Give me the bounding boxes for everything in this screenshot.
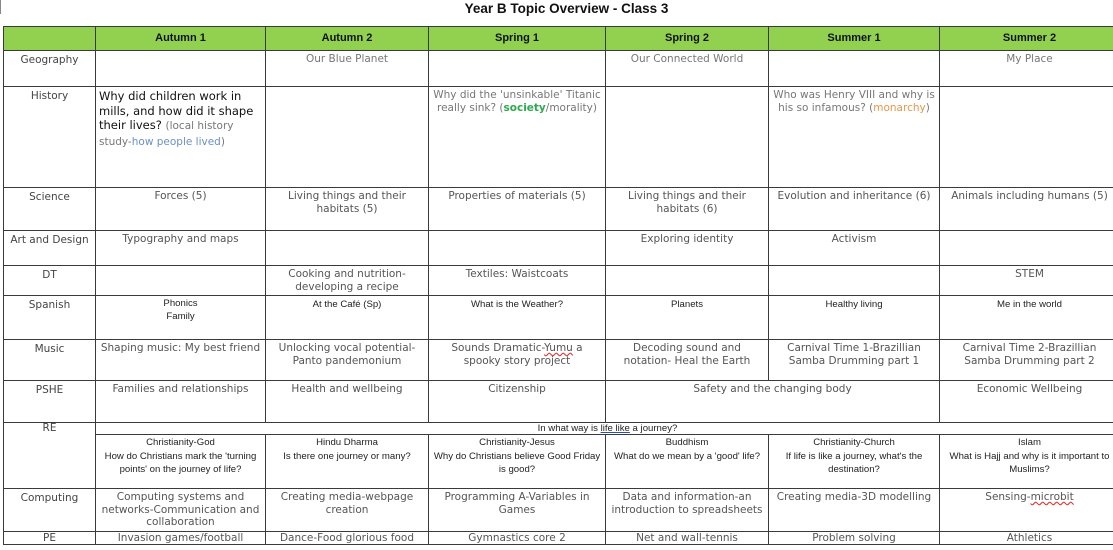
music-summer-2: Carnival Time 2-Brazillian Samba Drumming part 2 — [940, 340, 1113, 381]
dt-summer-1 — [769, 266, 940, 296]
header-autumn-2: Autumn 2 — [266, 27, 429, 51]
music-spring-1 — [429, 340, 606, 381]
computing-spring-2: Data and information-an introduction to spreadsheets — [606, 489, 769, 532]
science-spring-2: Living things and their habitats (6) — [606, 188, 769, 231]
re-summer-2 — [940, 435, 1113, 489]
art-summer-2 — [940, 231, 1113, 266]
header-spring-2: Spring 2 — [606, 27, 769, 51]
journey-row — [4, 423, 1113, 435]
pshe-summer-2: Economic Wellbeing — [940, 381, 1113, 423]
music-subject: Music — [4, 340, 96, 381]
music-summer-1: Carnival Time 1-Brazillian Samba Drumming part 1 — [769, 340, 940, 381]
art-autumn-1: Typography and maps — [96, 231, 266, 266]
computing-summer-2-a: Sensing- — [985, 491, 1031, 503]
re-row — [4, 435, 1113, 489]
header-summer-1: Summer 1 — [769, 27, 940, 51]
science-autumn-2: Living things and their habitats (5) — [266, 188, 429, 231]
art-autumn-2 — [266, 231, 429, 266]
history-spring-1-rest: /morality) — [545, 101, 597, 114]
spanish-subject: Spanish — [4, 296, 96, 340]
computing-spring-1: Programming A-Variables in Games — [429, 489, 606, 532]
computing-autumn-2: Creating media-webpage creation — [266, 489, 429, 532]
re-spring-1 — [429, 435, 606, 489]
science-spring-1: Properties of materials (5) — [429, 188, 606, 231]
computing-summer-1: Creating media-3D modelling — [769, 489, 940, 532]
pshe-autumn-1: Families and relationships — [96, 381, 266, 423]
music-spring-1-yumu: Yumu — [544, 342, 573, 354]
dt-subject: DT — [4, 266, 96, 296]
art-summer-1: Activism — [769, 231, 940, 266]
spanish-autumn-1 — [96, 296, 266, 340]
spanish-autumn-1-family: Family — [166, 310, 195, 322]
history-row — [4, 87, 1113, 188]
header-autumn-1: Autumn 1 — [96, 27, 266, 51]
re-spring-2 — [606, 435, 769, 489]
history-autumn-2 — [266, 87, 429, 188]
art-row — [4, 231, 1113, 266]
re-autumn-2-title: Hindu Dharma — [316, 437, 378, 448]
re-autumn-1 — [96, 435, 266, 489]
geography-summer-1 — [769, 51, 940, 87]
re-summer-2-title: Islam — [1018, 437, 1041, 448]
spanish-autumn-2: At the Café (Sp) — [266, 296, 429, 340]
dt-autumn-2: Cooking and nutrition- developing a recipe — [266, 266, 429, 296]
re-summer-1 — [769, 435, 940, 489]
pshe-subject: PSHE — [4, 381, 96, 423]
pe-summer-1: Problem solving — [769, 531, 940, 545]
music-spring-1-a: Sounds Dramatic- — [451, 342, 545, 354]
spanish-spring-2: Planets — [606, 296, 769, 340]
history-subject: History — [4, 87, 96, 188]
history-spring-1-society: society — [503, 101, 546, 114]
re-summer-1-title: Christianity-Church — [813, 437, 895, 448]
pe-summer-2: Athletics — [940, 531, 1113, 545]
re-autumn-2-question: Is there one journey or many? — [283, 450, 411, 462]
geography-autumn-1 — [96, 51, 266, 87]
spanish-summer-1: Healthy living — [769, 296, 940, 340]
dt-spring-1: Textiles: Waistcoats — [429, 266, 606, 296]
geography-spring-1 — [429, 51, 606, 87]
history-spring-1 — [429, 87, 606, 188]
header-summer-2: Summer 2 — [940, 27, 1113, 51]
history-autumn-1-note: (local history study- — [99, 120, 234, 148]
history-spring-2 — [606, 87, 769, 188]
header-spring-1: Spring 1 — [429, 27, 606, 51]
spanish-row — [4, 296, 1113, 340]
pshe-autumn-2: Health and wellbeing — [266, 381, 429, 423]
header-row — [4, 27, 1113, 51]
geography-spring-2: Our Connected World — [606, 51, 769, 87]
re-summer-1-question: If life is like a journey, what's the destination? — [785, 450, 923, 475]
pe-autumn-2: Dance-Food glorious food — [266, 531, 429, 545]
re-spring-2-question: What do we mean by a 'good' life? — [613, 450, 761, 462]
topic-overview-table — [3, 26, 1113, 545]
history-summer-2 — [940, 87, 1113, 188]
spanish-summer-2: Me in the world — [940, 296, 1113, 340]
pe-subject: PE — [4, 531, 96, 545]
page-title: Year B Topic Overview - Class 3 — [464, 1, 669, 16]
journey-pre: In what way is — [537, 423, 601, 434]
geography-subject: Geography — [4, 51, 96, 87]
computing-summer-2-microbit: microbit — [1030, 491, 1074, 503]
history-autumn-1-question: Why did children work in mills, and how did it shape their lives? — [99, 89, 254, 132]
history-spring-1-question: Why did the 'unsinkable' Titanic really sink? ( — [433, 89, 601, 114]
history-summer-1-monarchy: monarchy — [873, 101, 926, 114]
re-subject: RE — [4, 423, 96, 489]
spanish-autumn-1-phonics: Phonics — [163, 298, 198, 309]
computing-autumn-1: Computing systems and networks-Communication and collaboration — [96, 489, 266, 532]
art-subject: Art and Design — [4, 231, 96, 266]
geography-autumn-2: Our Blue Planet — [266, 51, 429, 87]
computing-subject: Computing — [4, 489, 96, 532]
pshe-spring-1: Citizenship — [429, 381, 606, 423]
dt-spring-2 — [606, 266, 769, 296]
science-autumn-1: Forces (5) — [96, 188, 266, 231]
music-spring-2: Decoding sound and notation- Heal the Earth — [606, 340, 769, 381]
pe-spring-2: Net and wall-tennis — [606, 531, 769, 545]
music-autumn-2: Unlocking vocal potential- Panto pandemonium — [266, 340, 429, 381]
music-row — [4, 340, 1113, 381]
pe-spring-1: Gymnastics core 2 — [429, 531, 606, 545]
pshe-row — [4, 381, 1113, 423]
re-autumn-1-question: How do Christians mark the 'turning points' on the journey of life? — [104, 450, 257, 475]
art-spring-1 — [429, 231, 606, 266]
re-summer-2-question: What is Hajj and why is it important to Muslims? — [949, 450, 1110, 475]
re-autumn-2 — [266, 435, 429, 489]
science-row — [4, 188, 1113, 231]
spanish-spring-1: What is the Weather? — [429, 296, 606, 340]
pe-autumn-1: Invasion games/football — [96, 531, 266, 545]
computing-summer-2 — [940, 489, 1113, 532]
history-autumn-1 — [96, 87, 266, 188]
re-autumn-1-title: Christianity-God — [146, 437, 215, 448]
science-summer-1: Evolution and inheritance (6) — [769, 188, 940, 231]
dt-row — [4, 266, 1113, 296]
history-autumn-1-link: how people lived — [131, 135, 221, 148]
art-spring-2: Exploring identity — [606, 231, 769, 266]
re-spring-1-title: Christianity-Jesus — [479, 437, 555, 448]
journey-link: life like — [600, 423, 630, 434]
dt-autumn-1 — [96, 266, 266, 296]
history-summer-1 — [769, 87, 940, 188]
music-autumn-1: Shaping music: My best friend — [96, 340, 266, 381]
history-summer-1-close: ) — [925, 101, 930, 114]
geography-summer-2: My Place — [940, 51, 1113, 87]
computing-row — [4, 489, 1113, 532]
header-blank — [4, 27, 96, 51]
music-spring-1-c: a spooky story project — [463, 342, 583, 367]
re-journey-question — [96, 423, 1113, 435]
journey-post: a journey? — [629, 423, 678, 434]
dt-summer-2: STEM — [940, 266, 1113, 296]
re-spring-2-title: Buddhism — [665, 437, 709, 448]
science-summer-2: Animals including humans (5) — [940, 188, 1113, 231]
pshe-spring-2-summer-1: Safety and the changing body — [606, 381, 940, 423]
science-subject: Science — [4, 188, 96, 231]
history-summer-1-question: Who was Henry VIII and why is his so infamous? ( — [773, 89, 935, 114]
re-spring-1-question: Why do Christians believe Good Friday is good? — [433, 450, 601, 475]
geography-row — [4, 51, 1113, 87]
history-autumn-1-close: ) — [220, 135, 225, 148]
pe-row — [4, 531, 1113, 545]
